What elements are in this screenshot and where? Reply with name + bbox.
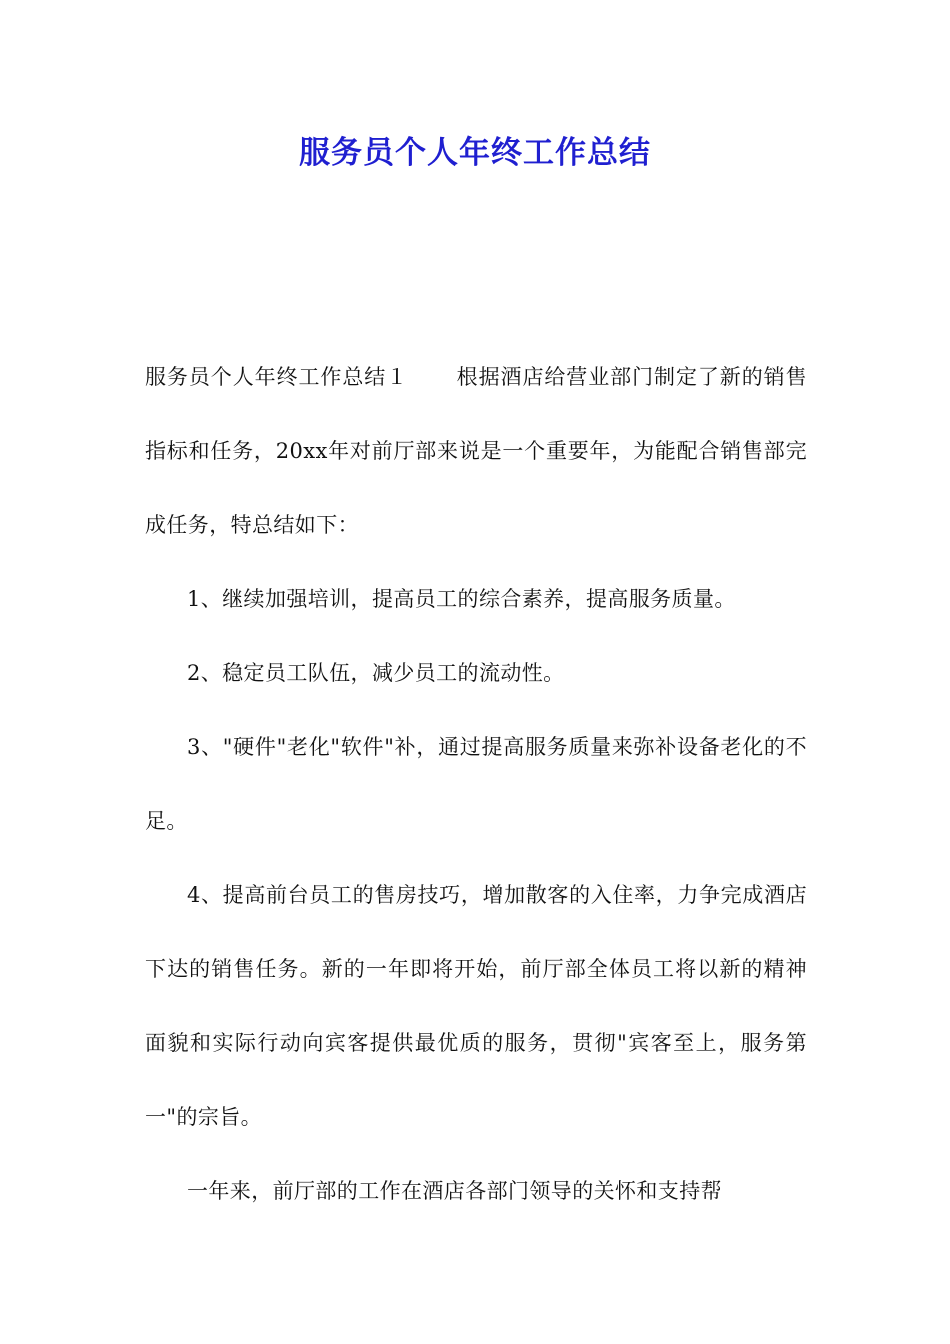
list-item: 1、继续加强培训，提高员工的综合素养，提高服务质量。 bbox=[187, 587, 736, 611]
document-title: 服务员个人年终工作总结 bbox=[299, 135, 651, 171]
list-item: 2、稳定员工队伍，减少员工的流动性。 bbox=[187, 661, 565, 685]
section-heading: 服务员个人年终工作总结１ bbox=[145, 365, 409, 389]
list-item: 3、"硬件"老化"软件"补，通过提高服务质量来弥补设备老化的不足。 bbox=[145, 735, 807, 833]
list-item: 4、提高前台员工的售房技巧，增加散客的入住率，力争完成酒店下达的销售任务。新的一年即将开始，前厅部全体员工将以新的精神面貌和实际行动向宾客提供最优质的服务，贯彻"宾客至上，服务第一"的宗旨。 bbox=[145, 883, 807, 1129]
intro-paragraph bbox=[145, 340, 807, 562]
document-body bbox=[145, 340, 807, 1228]
paragraph: 一年来，前厅部的工作在酒店各部门领导的关怀和支持帮 bbox=[187, 1179, 722, 1203]
paragraph-text: 根据酒店给营业部门制定了新的销售指标和任务，20xx年对前厅部来说是一个重要年，为能配合销售部完成任务，特总结如下： bbox=[145, 365, 807, 537]
